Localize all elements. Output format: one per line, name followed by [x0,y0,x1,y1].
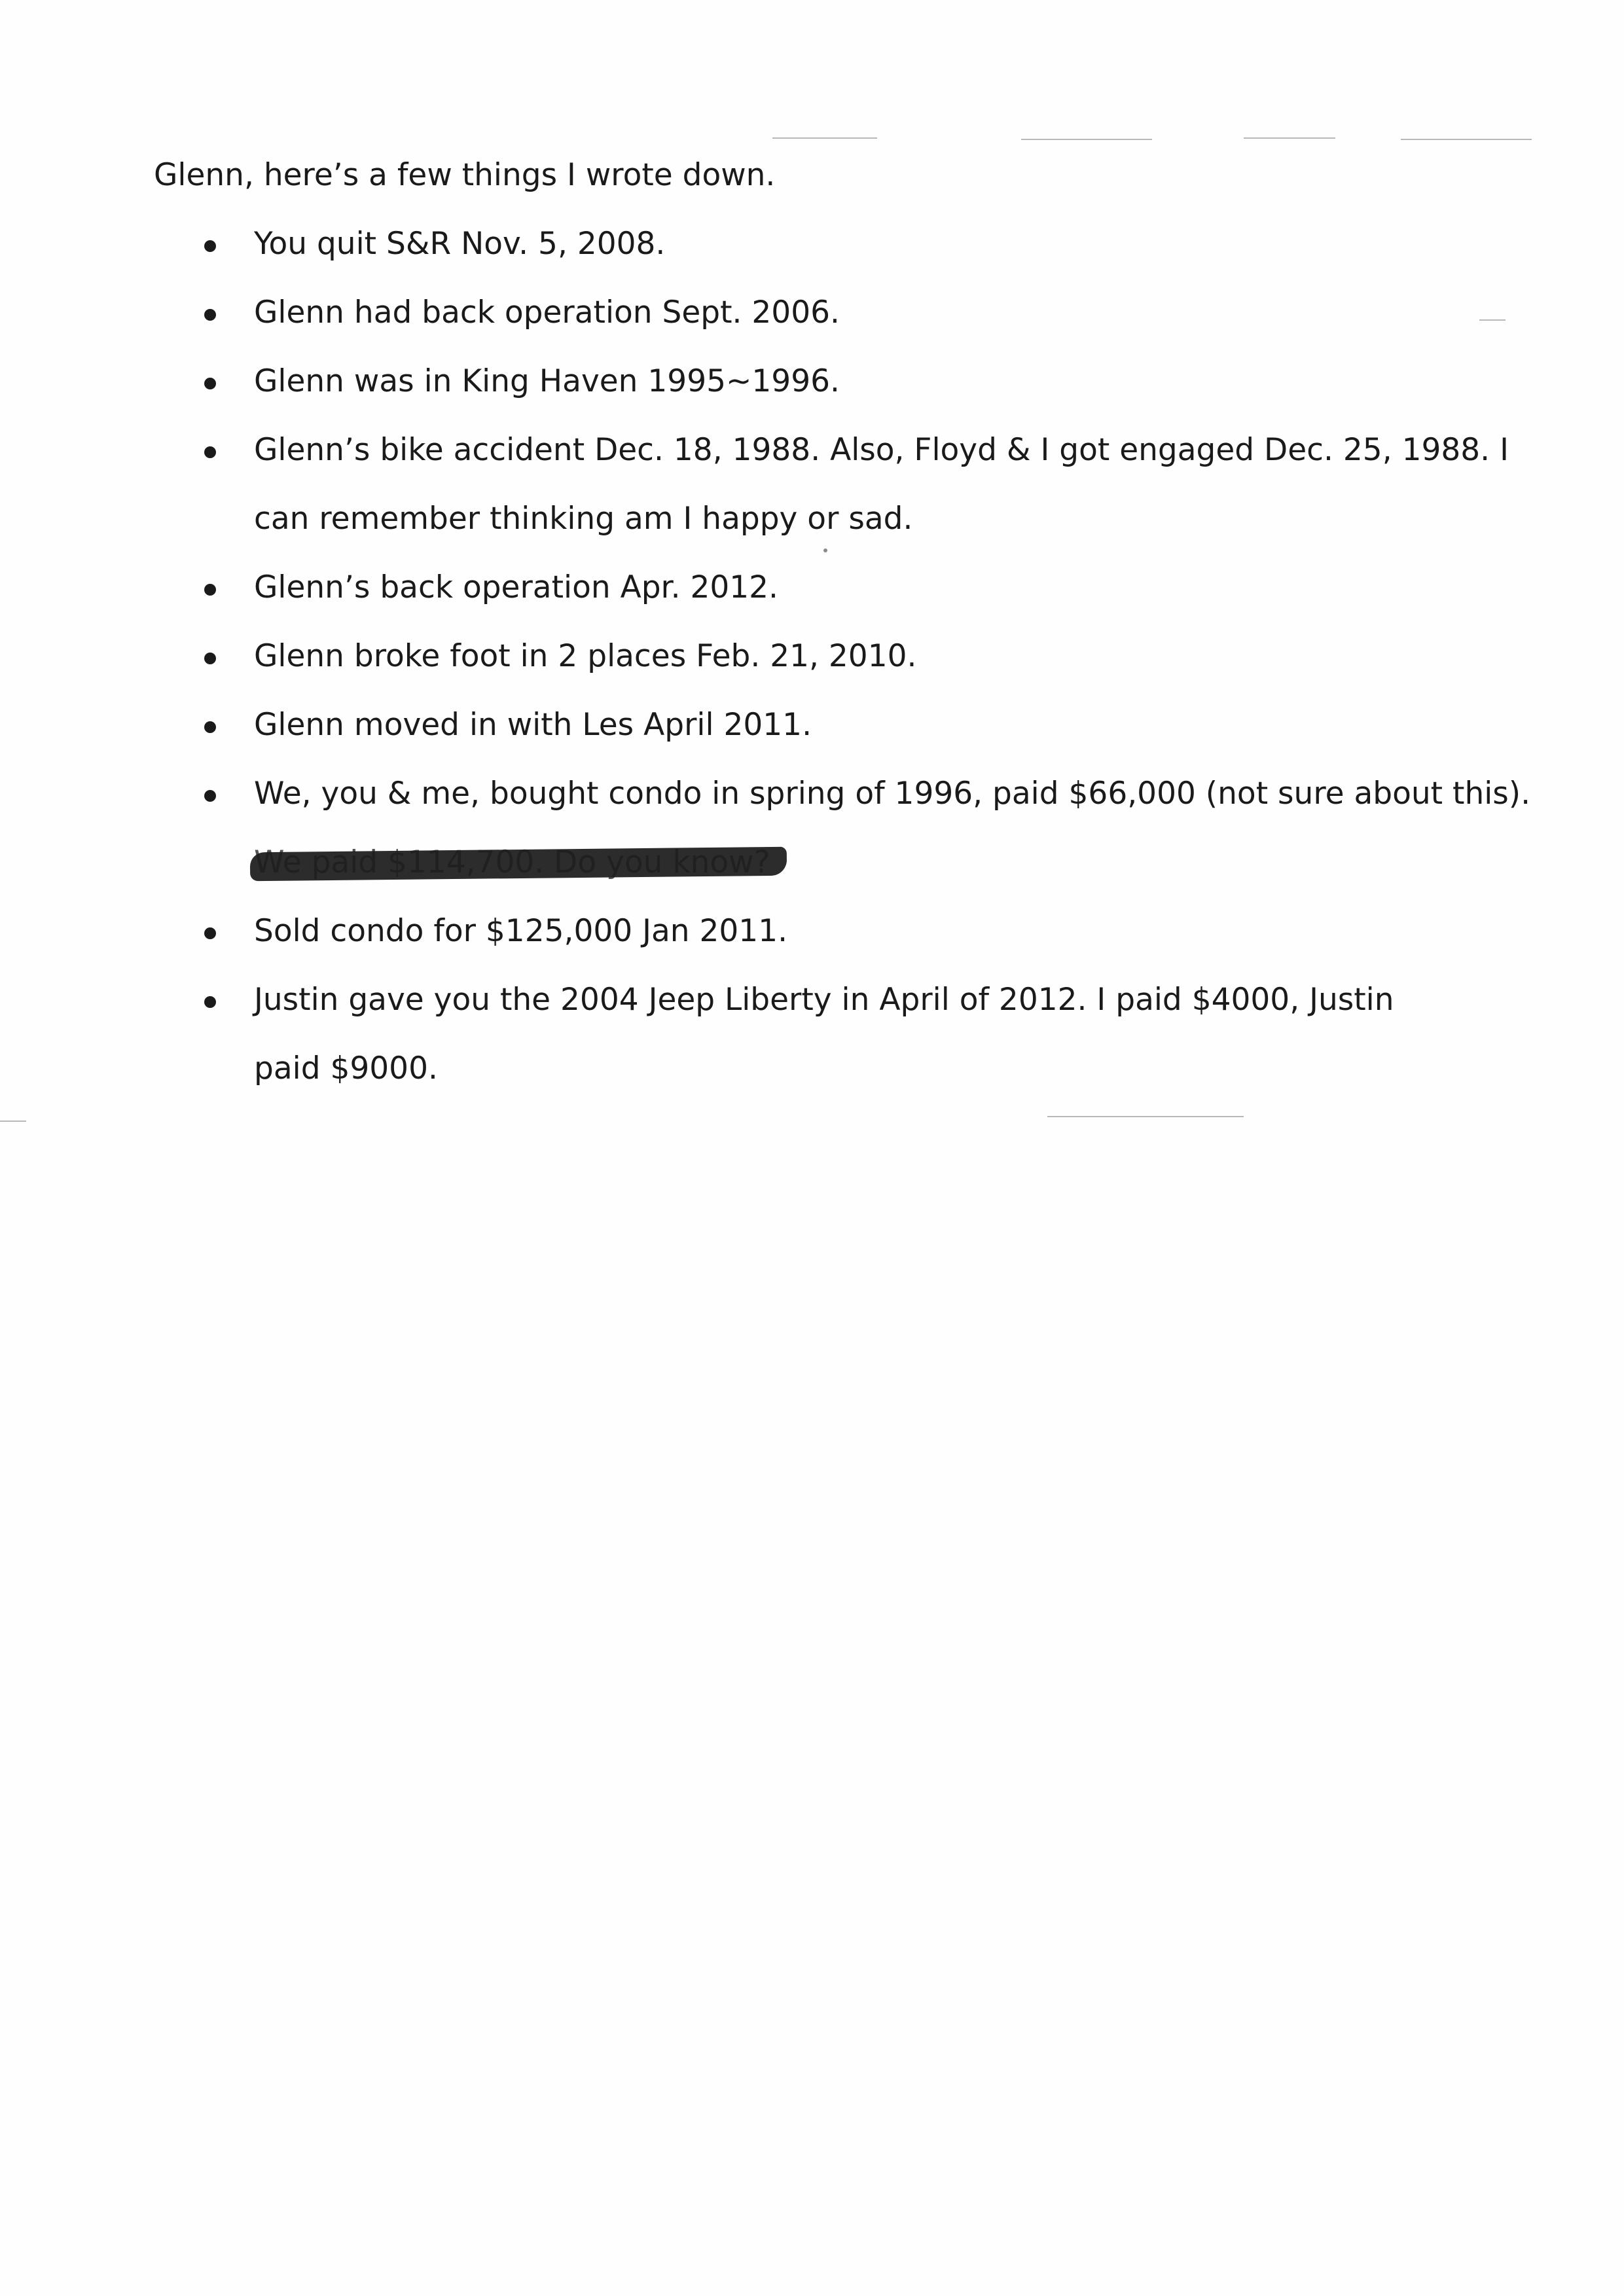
list-item: Glenn was in King Haven 1995~1996. [254,363,840,399]
redacted-line [254,839,770,886]
bullet-icon [204,309,216,321]
bullet-icon [204,378,216,389]
list-item: Glenn’s bike accident Dec. 18, 1988. Also, Floyd & I got engaged Dec. 25, 1988. I [254,432,1509,468]
intro-line: Glenn, here’s a few things I wrote down. [154,157,776,193]
scan-speck [1047,1116,1244,1117]
scan-speck [1244,137,1335,139]
list-item: We, you & me, bought condo in spring of 1996, paid $66,000 (not sure about this). [254,776,1531,812]
scan-speck [1479,319,1506,321]
scan-speck [772,137,877,139]
bullet-icon [204,446,216,458]
list-item: Glenn had back operation Sept. 2006. [254,295,840,331]
bullet-icon [204,653,216,664]
list-item: Glenn broke foot in 2 places Feb. 21, 2010. [254,638,917,674]
bullet-icon [204,996,216,1008]
list-item: Glenn’s back operation Apr. 2012. [254,569,778,605]
bullet-icon [204,721,216,733]
scan-speck [823,548,827,552]
bullet-icon [204,927,216,939]
scan-speck [1021,139,1152,140]
list-item: You quit S&R Nov. 5, 2008. [254,226,666,262]
list-item: Glenn moved in with Les April 2011. [254,707,812,743]
bullet-icon [204,790,216,802]
list-item-continuation: can remember thinking am I happy or sad. [254,501,913,537]
scan-speck [0,1121,26,1122]
list-item: Sold condo for $125,000 Jan 2011. [254,913,788,949]
scan-speck [1401,139,1532,140]
list-item-continuation: paid $9000. [254,1050,438,1086]
redaction-mark [250,847,787,882]
list-item: Justin gave you the 2004 Jeep Liberty in April of 2012. I paid $4000, Justin [254,982,1394,1018]
bullet-icon [204,584,216,596]
bullet-icon [204,240,216,252]
